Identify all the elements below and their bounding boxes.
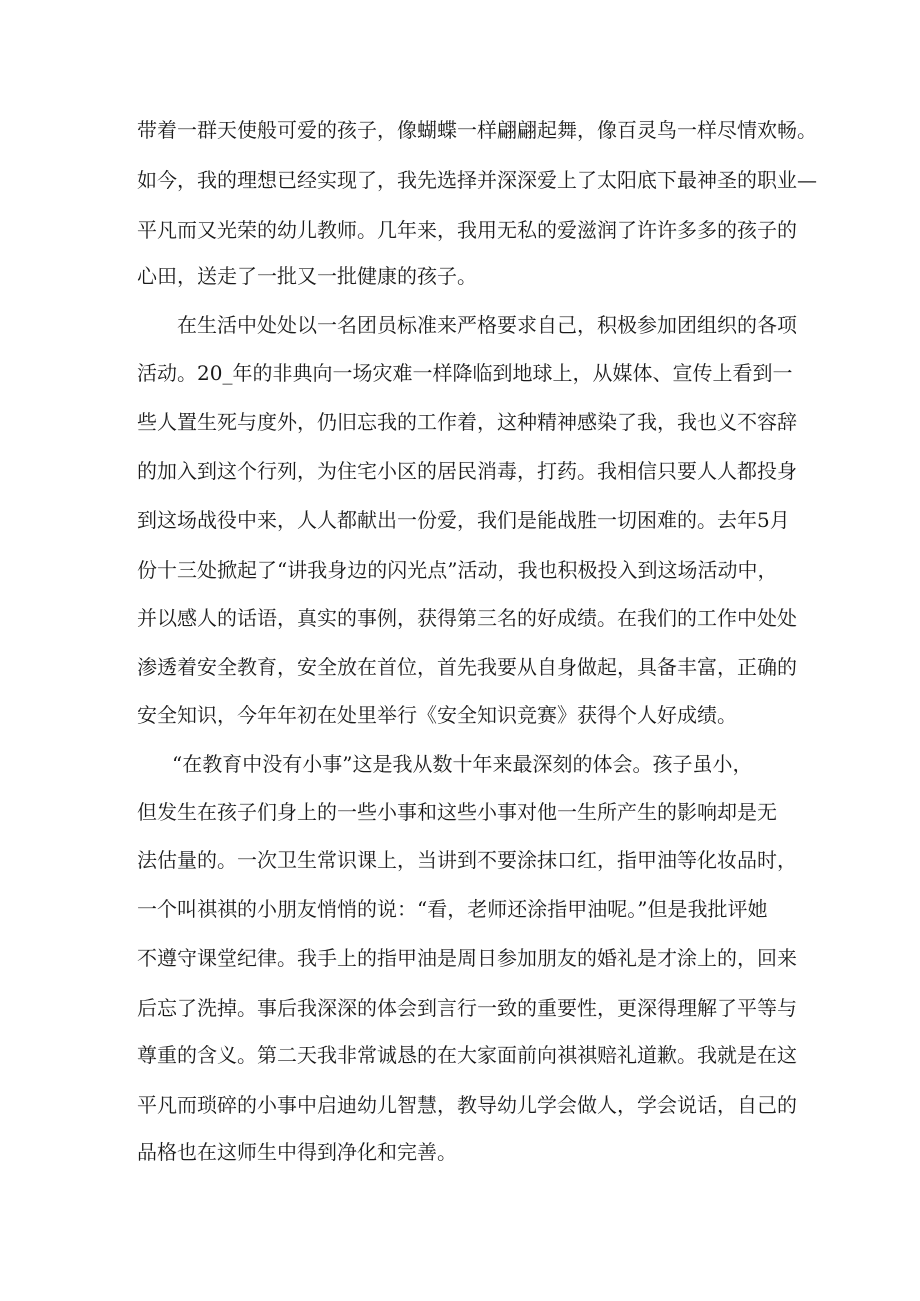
text-line: 安全知识，今年年初在处里举行《安全知识竞赛》获得个人好成绩。 <box>137 703 737 727</box>
text-line: 品格也在这师生中得到净化和完善。 <box>137 1140 457 1164</box>
text-line: 活动。20_年的非典向一场灾难一样降临到地球上，从媒体、宣传上看到一 <box>137 361 793 385</box>
text-line: 心田，送走了一批又一批健康的孩子。 <box>137 264 477 288</box>
text-line: 渗透着安全教育，安全放在首位，首先我要从自身做起，具备丰富，正确的 <box>137 655 797 679</box>
text-line: 到这场战役中来，人人都献出一份爱，我们是能战胜一切困难的。去年5月 <box>137 508 790 532</box>
text-line: 平凡而又光荣的幼儿教师。几年来，我用无私的爱滋润了许许多多的孩子的 <box>137 218 797 242</box>
text-line: 如今，我的理想已经实现了，我先选择并深深爱上了太阳底下最神圣的职业— <box>137 168 817 192</box>
text-line: 平凡而琐碎的小事中启迪幼儿智慧，教导幼儿学会做人，学会说话，自己的 <box>137 1093 797 1117</box>
text-line: 带着一群天使般可爱的孩子，像蝴蝶一样翩翩起舞，像百灵鸟一样尽情欢畅。 <box>137 118 817 142</box>
text-line: 法估量的。一次卫生常识课上，当讲到不要涂抹口红，指甲油等化妆品时， <box>137 848 797 872</box>
text-line: 并以感人的话语，真实的事例，获得第三名的好成绩。在我们的工作中处处 <box>137 606 797 630</box>
text-line: 份十三处掀起了“讲我身边的闪光点”活动，我也积极投入到这场活动中， <box>137 558 778 582</box>
text-line: 的加入到这个行列，为住宅小区的居民消毒，打药。我相信只要人人都投身 <box>137 459 797 483</box>
text-line: “在教育中没有小事”这是我从数十年来最深刻的体会。孩子虽小， <box>172 752 753 776</box>
text-line: 一个叫祺祺的小朋友悄悄的说：“看，老师还涂指甲油呢。”但是我批评她 <box>137 897 768 921</box>
text-line: 在生活中处处以一名团员标准来严格要求自己，积极参加团组织的各项 <box>177 313 797 337</box>
text-line: 尊重的含义。第二天我非常诚恳的在大家面前向祺祺赔礼道歉。我就是在这 <box>137 1043 797 1067</box>
text-line: 但发生在孩子们身上的一些小事和这些小事对他一生所产生的影响却是无 <box>137 800 777 824</box>
text-line: 不遵守课堂纪律。我手上的指甲油是周日参加朋友的婚礼是才涂上的，回来 <box>137 946 797 970</box>
text-line: 些人置生死与度外，仍旧忘我的工作着，这种精神感染了我，我也义不容辞 <box>137 410 797 434</box>
text-line: 后忘了洗掉。事后我深深的体会到言行一致的重要性，更深得理解了平等与 <box>137 996 797 1020</box>
